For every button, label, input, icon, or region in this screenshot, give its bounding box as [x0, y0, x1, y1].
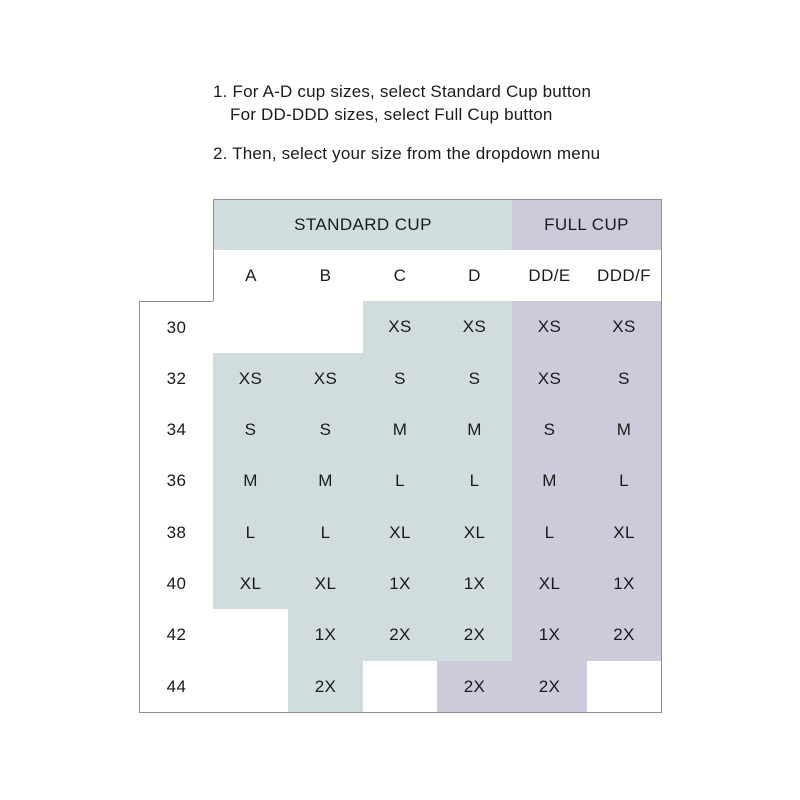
size-cell: XS — [363, 301, 438, 354]
instruction-step-1-line-1: 1. For A-D cup sizes, select Standard Cup button — [213, 82, 592, 101]
header-full-cup: FULL CUP — [512, 199, 662, 251]
size-cell: M — [512, 455, 588, 508]
size-cell: 2X — [437, 661, 513, 713]
cup-column-header: D — [437, 250, 513, 302]
band-size-label: 40 — [139, 558, 214, 610]
cup-column-header: A — [213, 250, 289, 302]
size-cell: 2X — [437, 609, 513, 662]
size-cell — [213, 661, 289, 713]
size-cell: 1X — [437, 558, 513, 610]
size-cell: M — [213, 455, 289, 508]
cup-column-header: DDD/F — [587, 250, 662, 302]
size-cell: L — [437, 455, 513, 508]
size-cell — [213, 301, 289, 354]
band-size-label: 42 — [139, 609, 214, 662]
size-cell: 2X — [288, 661, 364, 713]
size-cell — [587, 661, 662, 713]
size-cell: XS — [587, 301, 662, 354]
size-cell: L — [213, 507, 289, 559]
size-cell: XL — [213, 558, 289, 610]
instruction-step-2: 2. Then, select your size from the dropdown menu — [213, 144, 601, 163]
size-cell: S — [288, 404, 364, 456]
cup-column-header: B — [288, 250, 364, 302]
size-cell: 2X — [363, 609, 438, 662]
cup-column-header: DD/E — [512, 250, 588, 302]
size-cell: 2X — [587, 609, 662, 662]
band-size-label: 32 — [139, 353, 214, 405]
size-cell: XL — [587, 507, 662, 559]
size-cell: 1X — [512, 609, 588, 662]
size-cell: M — [363, 404, 438, 456]
size-cell: 2X — [512, 661, 588, 713]
size-cell: XS — [288, 353, 364, 405]
size-cell: XS — [437, 301, 513, 354]
band-size-label: 34 — [139, 404, 214, 456]
size-cell: 1X — [363, 558, 438, 610]
size-cell: XL — [437, 507, 513, 559]
cup-column-header: C — [363, 250, 438, 302]
size-cell: XS — [213, 353, 289, 405]
band-size-label: 30 — [139, 301, 214, 354]
size-cell: XS — [512, 301, 588, 354]
size-cell: XL — [288, 558, 364, 610]
size-cell: L — [363, 455, 438, 508]
size-cell: S — [363, 353, 438, 405]
size-cell: S — [437, 353, 513, 405]
size-cell: M — [587, 404, 662, 456]
size-cell: S — [213, 404, 289, 456]
size-cell: XS — [512, 353, 588, 405]
band-size-label: 38 — [139, 507, 214, 559]
size-cell — [213, 609, 289, 662]
size-cell — [363, 661, 438, 713]
size-cell: 1X — [587, 558, 662, 610]
band-size-label: 36 — [139, 455, 214, 508]
header-standard-cup: STANDARD CUP — [213, 199, 513, 251]
instruction-step-1-line-2: For DD-DDD sizes, select Full Cup button — [230, 105, 553, 124]
size-cell: M — [288, 455, 364, 508]
size-cell: L — [587, 455, 662, 508]
size-cell: XL — [512, 558, 588, 610]
size-cell: 1X — [288, 609, 364, 662]
size-cell: M — [437, 404, 513, 456]
size-cell: S — [512, 404, 588, 456]
size-cell: S — [587, 353, 662, 405]
size-cell — [288, 301, 364, 354]
size-cell: L — [512, 507, 588, 559]
size-cell: L — [288, 507, 364, 559]
band-size-label: 44 — [139, 661, 214, 713]
size-cell: XL — [363, 507, 438, 559]
